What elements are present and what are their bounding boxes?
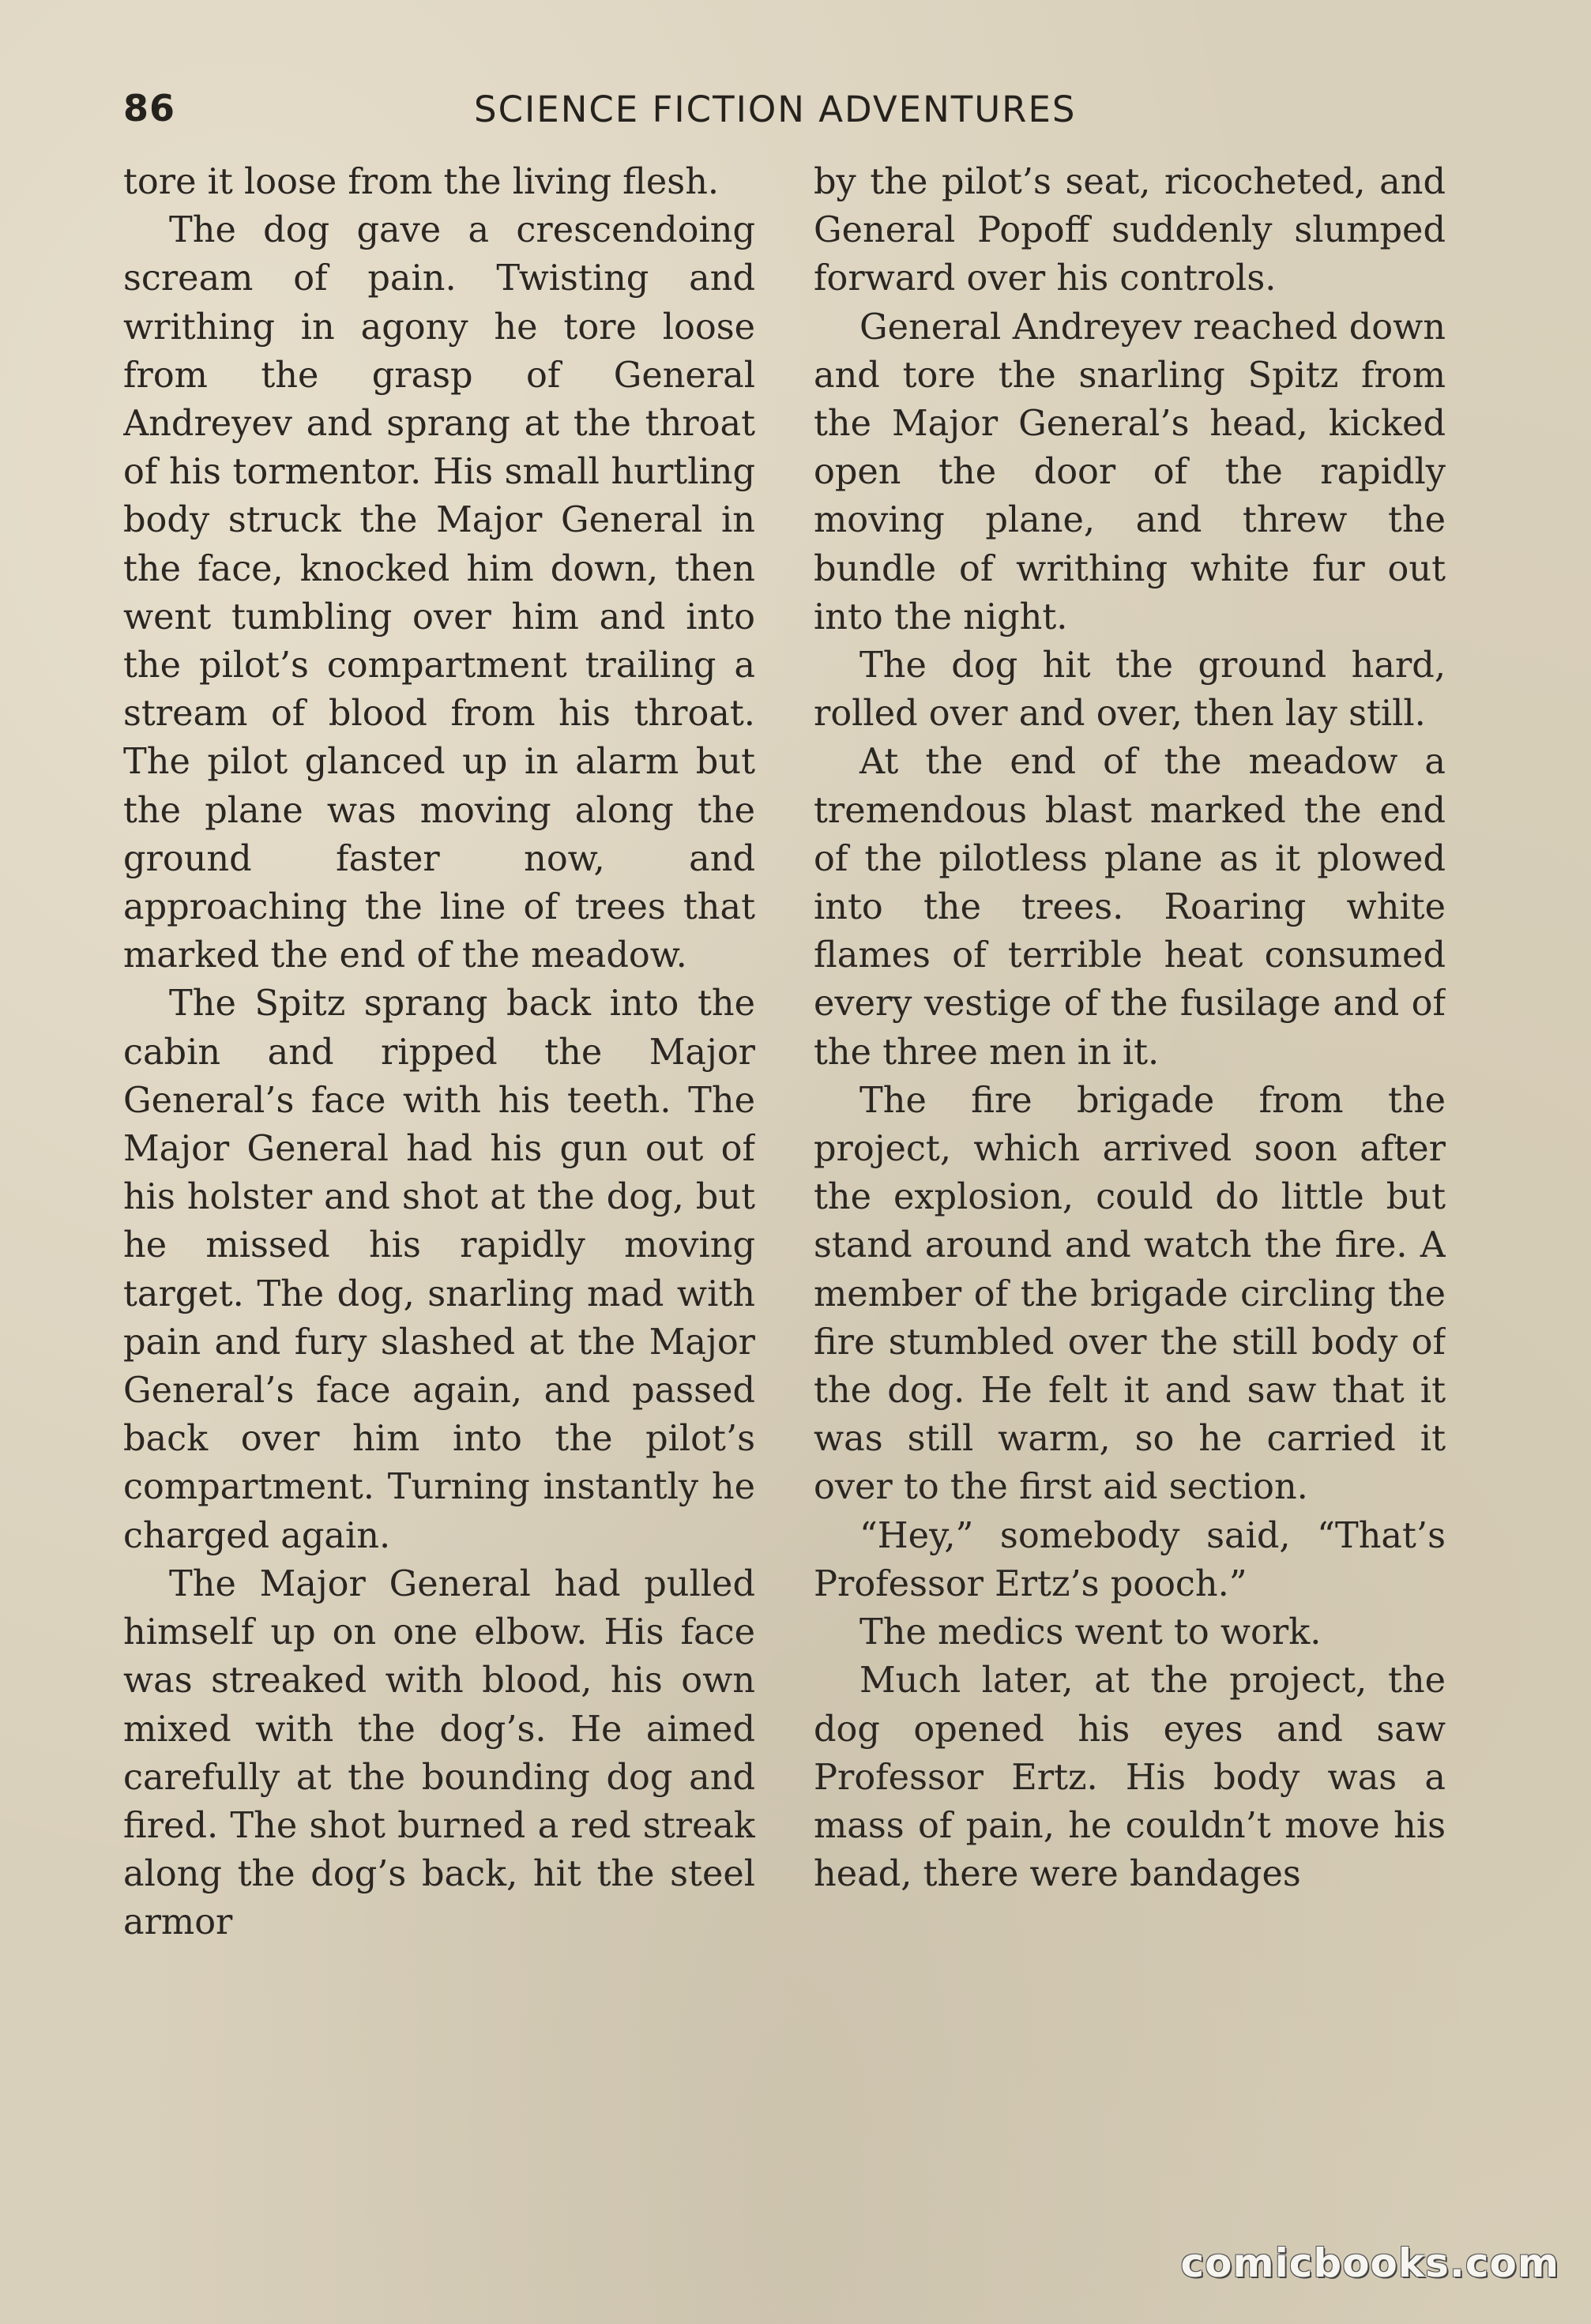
paragraph: The medics went to work.: [859, 1611, 1322, 1653]
paragraph: The Major General had pulled himself up on one elbow. His face was streaked with blood, his own mixed with the dog’s. He aimed carefully at the bounding dog and fired. The shot burned a red streak along the dog’s back, hit the steel armor: [123, 1562, 755, 1943]
paragraph: Much later, at the project, the dog opened his eyes and saw Professor Ertz. His body was a mass of pain, he couldn’t move his head, there were bandages: [814, 1660, 1446, 1895]
paragraph: “Hey,” somebody said, “That’s Professor Ertz’s pooch.”: [814, 1514, 1446, 1604]
running-head-title: SCIENCE FICTION ADVENTURES: [474, 88, 1077, 130]
paragraph: by the pilot’s seat, ricocheted, and General Popoff suddenly slumped forward over his controls.: [814, 161, 1446, 299]
paragraph: At the end of the meadow a tremendous blast marked the end of the pilotless plane as it plowed into the trees. Roaring white flames of terrible heat consumed every vestige of the fusilage and of the three men in it.: [814, 741, 1446, 1073]
page-number: 86: [123, 87, 176, 130]
paragraph: General Andreyev reached down and tore the snarling Spitz from the Major General’s head, kicked open the door of the rapidly moving plane, and threw the bundle of writhing white fur out into the night.: [814, 306, 1446, 637]
watermark-logo: comicbooks.com: [1180, 2240, 1559, 2286]
left-column: [123, 158, 755, 2101]
paragraph: tore it loose from the living flesh.: [123, 161, 720, 202]
paragraph: The dog hit the ground hard, rolled over and over, then lay still.: [814, 645, 1446, 735]
paragraph: The dog gave a crescendoing scream of pain. Twisting and writhing in agony he tore loose from the grasp of General Andreyev and sprang at the throat of his tormentor. His small hurtling body struck the Major General in the face, knocked him down, then went tumbling over him and into the pilot’s compartment trailing a stream of blood from his throat. The pilot glanced up in alarm but the plane was moving along the ground faster now, and approaching the line of trees that marked the end of the meadow.: [123, 209, 755, 976]
paragraph: The Spitz sprang back into the cabin and ripped the Major General’s face with his teeth. The Major General had his gun out of his holster and shot at the dog, but he missed his rapidly moving target. The dog, snarling mad with pain and fury slashed at the Major General’s face again, and passed back over him into the pilot’s compartment. Turning instantly he charged again.: [123, 983, 755, 1556]
paragraph: The fire brigade from the project, which arrived soon after the explosion, could do little but stand around and watch the fire. A member of the brigade circling the fire stumbled over the still body of the dog. He felt it and saw that it was still warm, so he carried it over to the first aid section.: [814, 1079, 1446, 1508]
right-column: [814, 158, 1446, 2101]
